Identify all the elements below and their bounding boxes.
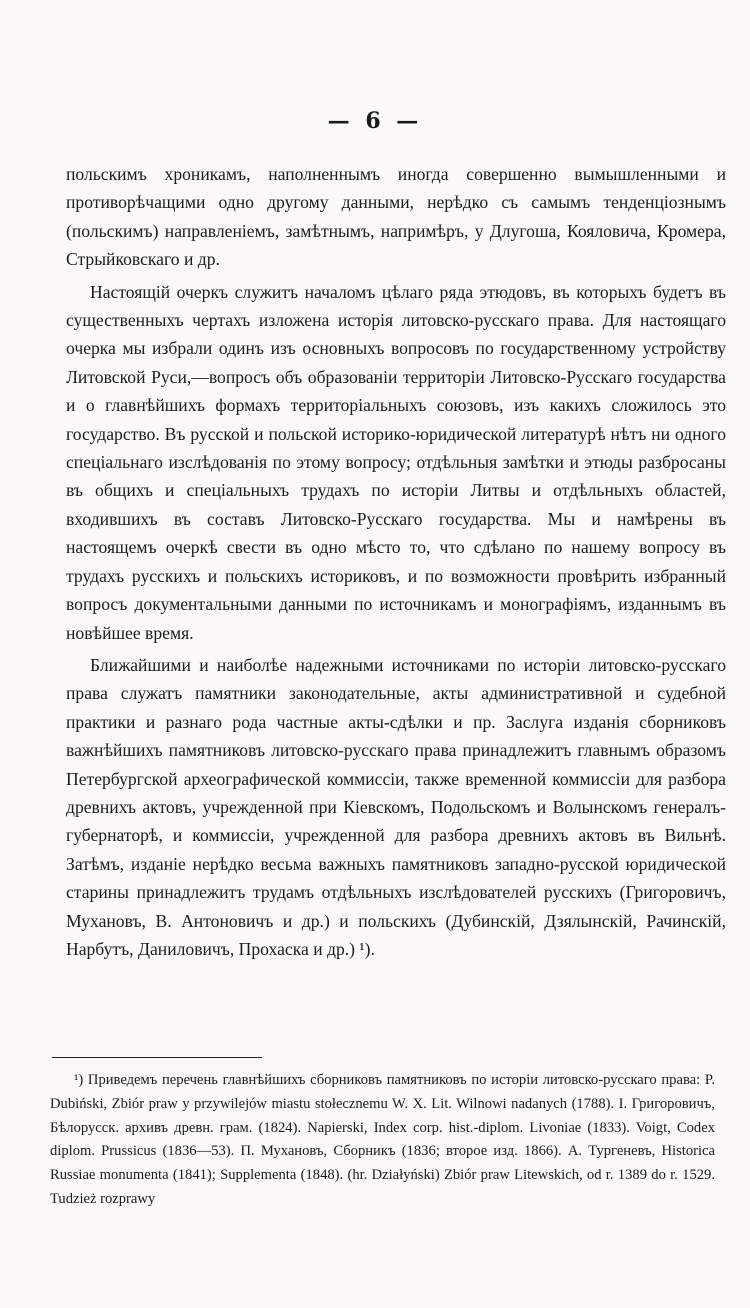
main-text <box>66 160 726 967</box>
paragraph-1: польскимъ хроникамъ, наполненнымъ иногда совершенно вымышленными и противорѣчащими одно другому данными, нерѣдко съ самымъ тенденціознымъ (польскимъ) направленіемъ, замѣтнымъ, напримѣръ, у Длугоша, Кояловича, Кромера, Стрыйковскаго и др. <box>66 164 726 270</box>
footnotes <box>50 1069 715 1212</box>
footnote-1: ¹) Приведемъ перечень главнѣйшихъ сборниковъ памятниковъ по исторіи литовско-русскаго права: P. Dubiński, Zbiór praw y przywilejów miastu stołecznemu W. X. Lit. Wilnowi nadanych (1788). I. Григоровичъ, Бѣлорусск. архивъ древн. грам. (1824). Napierski, Index corp. hist.-diplom. Livoniae (1833). Voigt, Codex diplom. Prussicus (1836—53). П. Мухановъ, Сборникъ (1836; второе изд. 1866). А. Тургеневъ, Historica Russiae monumenta (1841); Supplementa (1848). (hr. Działyński) Zbiór praw Litewskich, od r. 1389 do r. 1529. Tudzież rozprawy <box>50 1072 715 1207</box>
footnote-separator <box>52 1057 262 1058</box>
paragraph-3: Ближайшими и наиболѣе надежными источниками по исторіи литовско-русскаго права служатъ памятники законодательные, акты административной и судебной практики и разнаго рода частные акты-сдѣлки и пр. Заслуга изданія сборниковъ важнѣйшихъ памятниковъ литовско-русскаго права принадлежитъ главнымъ образомъ Петербургской археографической коммиссіи, также временной коммиссіи для разбора древнихъ актовъ, учрежденной при Кіевскомъ, Подольскомъ и Волынскомъ генералъ-губернаторѣ, и коммиссіи, учрежденной для разбора древнихъ актовъ въ Вильнѣ. Затѣмъ, изданіе нерѣдко весьма важныхъ памятниковъ западно-русской юридической старины принадлежитъ трудамъ отдѣльныхъ изслѣдователей русскихъ (Григоровичъ, Мухановъ, В. Антоновичъ и др.) и польскихъ (Дубинскій, Дзялынскій, Рачинскій, Нарбутъ, Даниловичъ, Прохаска и др.) ¹). <box>66 654 726 959</box>
paragraph-2: Настоящій очеркъ служитъ началомъ цѣлаго ряда этюдовъ, въ которыхъ будетъ въ существенныхъ чертахъ изложена исторія литовско-русскаго права. Для настоящаго очерка мы избрали одинъ изъ основныхъ вопросовъ по государственному устройству Литовской Руси,—вопросъ объ образованіи территоріи Литовско-Русскаго государства и о главнѣйшихъ формахъ территоріальныхъ союзовъ, изъ какихъ сложилось это государство. Въ русской и польской историко-юридической литературѣ нѣтъ ни одного спеціальнаго изслѣдованія по этому вопросу; отдѣльныя замѣтки и этюды разбросаны въ общихъ и спеціальныхъ трудахъ по исторіи Литвы и отдѣльныхъ областей, входившихъ въ составъ Литовско-Русскаго государства. Мы и намѣрены въ настоящемъ очеркѣ свести въ одно мѣсто то, что сдѣлано по нашему вопросу въ трудахъ русскихъ и польскихъ историковъ, и по возможности провѣрить избранный вопросъ документальными данными по источникамъ и монографіямъ, изданнымъ въ новѣйшее время. <box>66 281 726 643</box>
page-number: — 6 — <box>327 108 423 134</box>
